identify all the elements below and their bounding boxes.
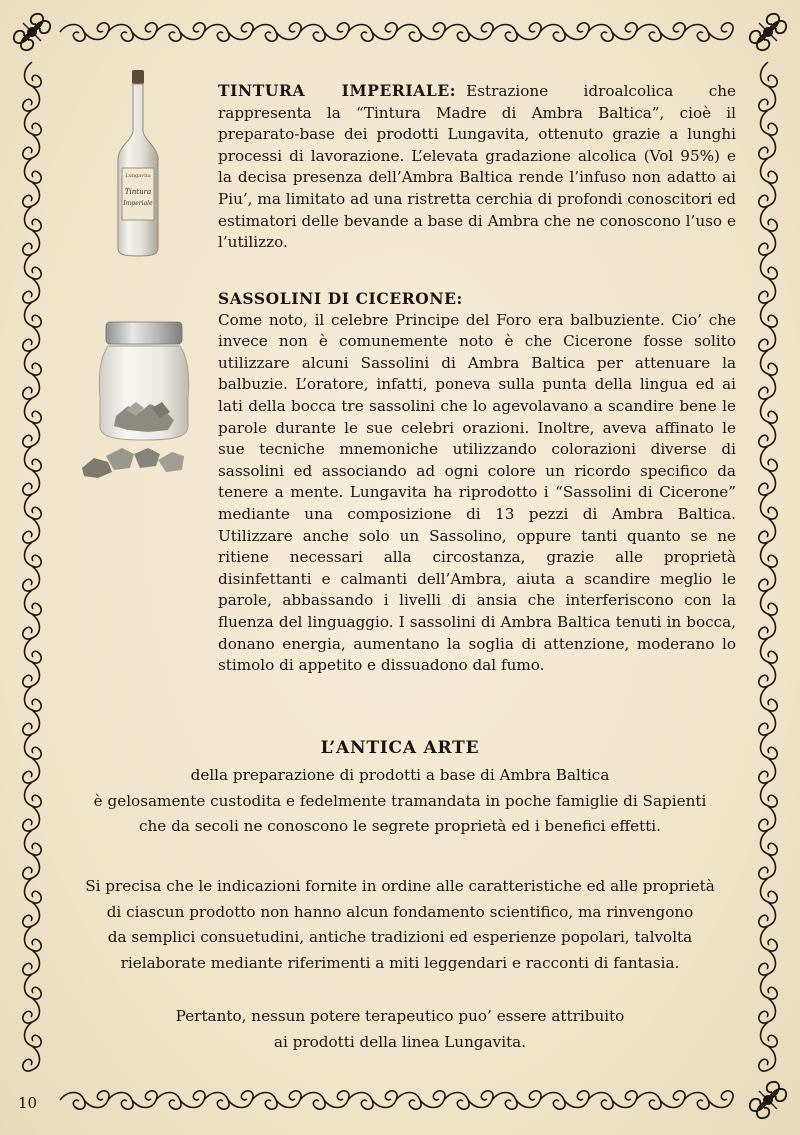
disclaimer-line: di ciascun prodotto non hanno alcun fondamento scientifico, ma rinvengono	[106, 902, 694, 921]
disclaimer-line: Si precisa che le indicazioni fornite in ordine alle caratteristiche ed alle proprietà	[85, 877, 715, 895]
disclaimer-paragraph	[60, 874, 740, 976]
entry-text: Come noto, il celebre Principe del Foro era balbuziente. Cio’ che invece non è comunemente noto è che Cicerone fosse solito utilizzare alcuni Sassolini di Ambra Baltica per attenuare la balbuzie. L’oratore, infatti, poneva sulla punta della lingua ed ai lati della bocca tre sassolini che lo agevolavano a scandire bene le parole durante le sue celebri orazioni. Inoltre, aveva affinato le sue tecniche mnemoniche utilizzando colorazioni diverse di sassolini ed associando ad ogni colore un ricordo specifico da tenere a mente. Lungavita ha riprodotto i “Sassolini di Cicerone” mediante una composizione di 13 pezzi di Ambra Baltica. Utilizzare anche solo un Sassolino, oppure tanti quanto se ne ritiene necessari alla circostanza, grazie alle proprietà disinfettanti e calmanti dell’Ambra, aiuta a scandire meglio le parole, abbassando i livelli di ansia che interferiscono con la fluenza del linguaggio. I sassolini di Ambra Baltica tenuti in bocca, donano energia, aumentano la soglia di attenzione, moderano lo stimolo di appetito e dissuadono dal fumo.	[218, 310, 736, 675]
disclaimer-line: rielaborate mediante riferimenti a miti leggendari e racconti di fantasia.	[120, 953, 680, 972]
bottle-label-line1: Tintura	[124, 188, 152, 196]
section-title: L’ANTICA ARTE	[320, 738, 480, 758]
page-number: 10	[18, 1094, 38, 1112]
entry-sassolini-di-cicerone	[218, 288, 736, 677]
arte-line: è gelosamente custodita e fedelmente tramandata in poche famiglie di Sapienti	[93, 791, 707, 810]
entry-title: TINTURA IMPERIALE:	[218, 81, 457, 100]
bottle-image	[108, 68, 168, 258]
pertanto-line: ai prodotti della linea Lungavita.	[273, 1032, 527, 1051]
entry-text: Estrazione idroalcolica che rappresenta la “Tintura Madre di Ambra Baltica”, cioè il preparato-base dei prodotti Lungavita, ottenuto grazie a lunghi processi di lavorazione. L’elevata gradazione alcolica (Vol 95%) e la decisa presenza dell’Ambra Baltica rende l’infuso non adatto ai Piu’, ma limitato ad una ristretta cerchia di profondi conoscitori ed estimatori delle bevande a base di Ambra che ne conoscono l’uso e l’utilizzo.	[218, 82, 736, 252]
bottle-label-line2: Imperiale	[123, 200, 153, 207]
pertanto-line: Pertanto, nessun potere terapeutico puo’ essere attribuito	[175, 1007, 625, 1025]
arte-paragraph	[60, 763, 740, 840]
arte-line: della preparazione di prodotti a base di Ambra Baltica	[190, 766, 610, 784]
bottle-label-brand: Lungavita	[125, 173, 151, 179]
entry-title: SASSOLINI DI CICERONE:	[218, 289, 463, 308]
entry-tintura-imperiale	[218, 80, 736, 254]
pertanto-paragraph	[60, 1004, 740, 1055]
jar-image	[78, 318, 198, 483]
arte-line: che da secoli ne conoscono le segrete proprietà ed i benefici effetti.	[138, 817, 661, 835]
disclaimer-line: da semplici consuetudini, antiche tradizioni ed esperienze popolari, talvolta	[107, 928, 693, 946]
